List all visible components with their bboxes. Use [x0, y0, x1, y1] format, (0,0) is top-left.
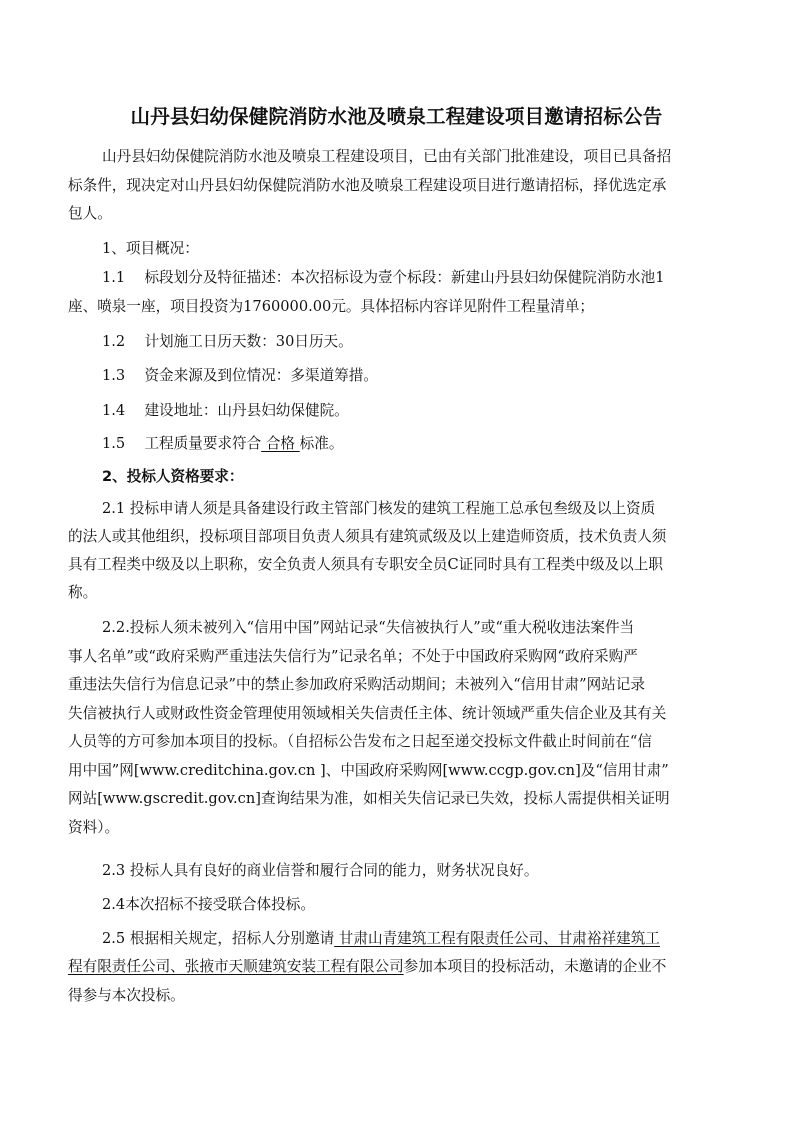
- text-segment: 2.2.投标人须未被列入“信用中国”网站记录“失信被执行人”或“重大税收违法案件当: [102, 619, 635, 636]
- body-line: [0, 785, 793, 813]
- text-segment: 事人名单”或“政府采购严重违法失信行为”记录名单；不处于中国政府采购网“政府采购严: [68, 648, 638, 665]
- text-segment: 包人。: [68, 205, 112, 222]
- text-segment: 1.2 计划施工日历天数：30日历天。: [102, 333, 353, 350]
- text-segment: 资料）。: [68, 819, 120, 836]
- text-segment: 重违法失信行为信息记录”中的禁止参加政府采购活动期间；未被列入“信用甘肃”网站记录: [68, 676, 645, 693]
- text-segment: 1、项目概况：: [102, 240, 199, 257]
- body-line: [0, 757, 793, 785]
- body-line: [0, 671, 793, 699]
- text-segment: 2.5 根据相关规定，招标人分别邀请: [102, 930, 335, 947]
- body-line: [0, 235, 793, 263]
- underlined-text: 程有限责任公司、张掖市天顺建筑安装工程有限公司: [68, 958, 404, 975]
- body-line: [0, 172, 793, 200]
- body-line: [0, 925, 793, 953]
- body-line: [0, 728, 793, 756]
- document-title: 山丹县妇幼保健院消防水池及喷泉工程建设项目邀请招标公告: [130, 105, 663, 128]
- text-segment: 2.3 投标人具有良好的商业信誉和履行合同的能力，财务状况良好。: [102, 862, 539, 879]
- body-line: [0, 857, 793, 885]
- body-line: [0, 891, 793, 919]
- body-line: [0, 643, 793, 671]
- body-line: [0, 953, 793, 981]
- text-segment: 标条件，现决定对山丹县妇幼保健院消防水池及喷泉工程建设项目进行邀请招标，择优选定承: [68, 177, 667, 194]
- text-segment: 1.5 工程质量要求符合: [102, 435, 262, 452]
- text-segment: 1.3 资金来源及到位情况：多渠道筹措。: [102, 367, 378, 384]
- text-segment: 2.4本次招标不接受联合体投标。: [102, 896, 315, 913]
- body-line: [0, 579, 793, 607]
- body-line: [0, 551, 793, 579]
- underlined-text: 甘肃山青建筑工程有限责任公司、甘肃裕祥建筑工: [334, 930, 660, 947]
- text-segment: 网站[www.gscredit.gov.cn]查询结果为准，如相关失信记录已失效，投标人需提供相关证明: [68, 790, 670, 807]
- text-segment: 人员等的方可参加本项目的投标。（自招标公告发布之日起至递交投标文件截止时间前在“信: [68, 733, 652, 750]
- body-line: [0, 264, 793, 292]
- text-segment: 称。: [68, 584, 98, 601]
- body-line: [0, 700, 793, 728]
- text-segment: 座、喷泉一座，项目投资为1760000.00元。具体招标内容详见附件工程量清单；: [68, 298, 595, 315]
- text-segment: 具有工程类中级及以上职称，安全负责人须具有专职安全员C证同时具有工程类中级及以上职: [68, 556, 663, 573]
- text-segment: 2.1 投标申请人须是具备建设行政主管部门核发的建筑工程施工总承包叁级及以上资质: [102, 500, 656, 517]
- text-segment: 失信被执行人或财政性资金管理使用领域相关失信责任主体、统计领域严重失信企业及其有关: [68, 705, 667, 722]
- text-segment: 标准。: [299, 435, 344, 452]
- body-line: [0, 495, 793, 523]
- body-line: [0, 814, 793, 842]
- body-line: [0, 293, 793, 321]
- body-line: [0, 397, 793, 425]
- text-segment: 得参与本次投标。: [68, 987, 185, 1004]
- underlined-text: 合格: [261, 435, 300, 452]
- text-segment: 1.1 标段划分及特征描述：本次招标设为壹个标段：新建山丹县妇幼保健院消防水池1: [102, 269, 665, 286]
- text-segment: 参加本项目的投标活动，未邀请的企业不: [403, 958, 667, 975]
- text-segment: 1.4 建设地址：山丹县妇幼保健院。: [102, 402, 349, 419]
- body-line: [0, 982, 793, 1010]
- body-line: [0, 523, 793, 551]
- text-segment: 的法人或其他组织，投标项目部项目负责人须具有建筑贰级及以上建造师资质，技术负责人须: [68, 528, 667, 545]
- text-segment: 山丹县妇幼保健院消防水池及喷泉工程建设项目，已由有关部门批准建设，项目已具备招: [102, 148, 672, 165]
- text-segment: 用中国”网[www.creditchina.gov.cn ]、中国政府采购网[www.ccgp.gov.cn]及“信用甘肃”: [68, 762, 669, 779]
- body-line: [0, 328, 793, 356]
- text-segment: 2、投标人资格要求：: [102, 468, 244, 485]
- body-line: [0, 362, 793, 390]
- body-line: [0, 200, 793, 228]
- body-line: [0, 463, 793, 491]
- body-line: [0, 143, 793, 171]
- body-line: [0, 430, 793, 458]
- body-line: [0, 614, 793, 642]
